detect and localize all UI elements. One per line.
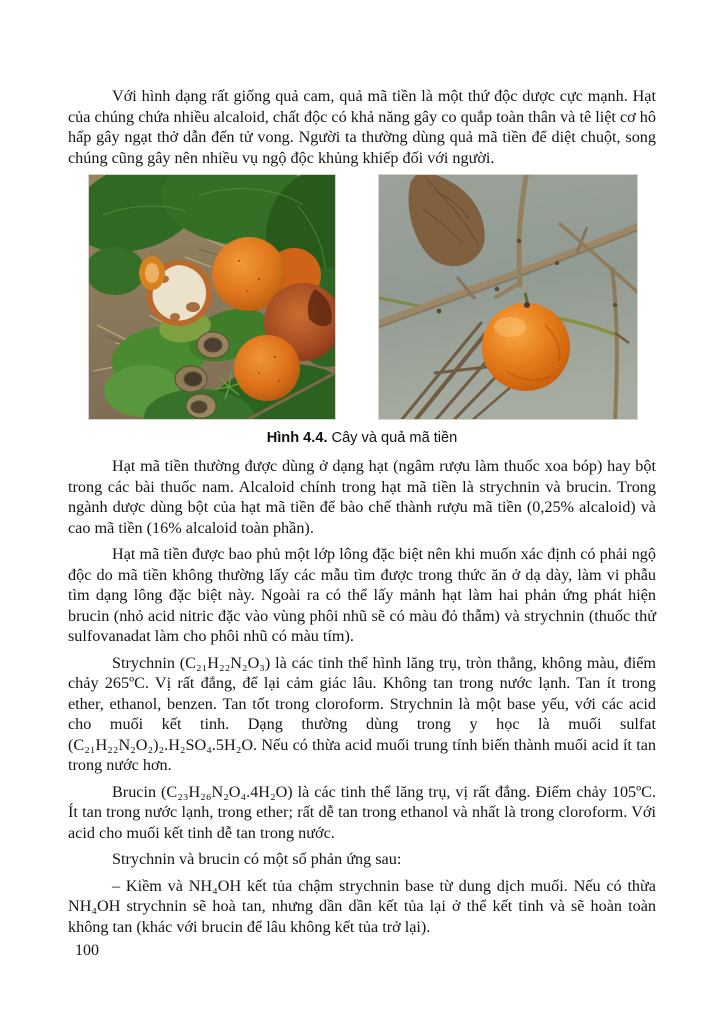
paragraph-reactions-lead: Strychnin và brucin có một số phản ứng sau: xyxy=(112,850,402,868)
figure xyxy=(88,174,656,420)
paragraph-usage: Hạt mã tiền thường được dùng ở dạng hạt (ngâm rượu làm thuốc xoa bóp) hay bột trong các bài thuốc nam. Alcaloid chính trong hạt mã tiền là strychnin và brucin. Trong ngành dược dùng bột của hạt mã tiền để bào chế thành rượu mã tiền (0,25% alcaloid) và cao mã tiền (16% alcaloid toàn phần). xyxy=(68,457,656,537)
photo-fruits-on-ground xyxy=(88,174,336,420)
paragraph-intro: Với hình dạng rất giống quả cam, quả mã tiền là một thứ độc dược cực mạnh. Hạt của chúng chứa nhiều alcaloid, chất độc có khả năng gây co quắp toàn thân và tê liệt cơ hô hấp gây ngạt thở dẫn đến tử vong. Người ta thường dùng quả mã tiền để diệt chuột, song chúng cũng gây nên nhiều vụ ngộ độc khủng khiếp đối với người. xyxy=(68,87,656,167)
paragraph-brucin: Brucin (C₂₃H₂₆N₂O₄.4H₂O) là các tinh thể lăng trụ, vị rất đắng. Điểm chảy 105ºC. Ít tan trong nước lạnh, trong ether; rất dễ tan trong ethanol và nhất là trong cloroform. Với acid cho muối kết tinh dễ tan trong nước. xyxy=(68,782,656,842)
page-number: 100 xyxy=(75,942,99,959)
paragraph-strychnin: Strychnin (C₂₁H₂₂N₂O₃) là các tinh thể hình lăng trụ, tròn thẳng, không màu, điểm chảy 265ºC. Vị rất đắng, để lại cảm giác lâu. Không tan trong nước lạnh. Tan ít trong ether, ethanol, benzen. Tan tốt trong cloroform. Strychnin là một base yếu, với các acid cho muối kết tinh. Dạng thường dùng trong y học là muối sulfat (C₂₁H₂₂N₂O₂)₂.H₂SO₄.5H₂O. Nếu có thừa acid muối trung tính biến thành muối acid ít tan trong nước hơn. xyxy=(68,653,656,774)
paragraph-reaction-item: – Kiềm và NH₄OH kết tủa chậm strychnin base từ dung dịch muối. Nếu có thừa NH₄OH strychnin sẽ hoà tan, nhưng dần dần kết tủa lại ở thể kết tinh và sẽ hoàn toàn không tan (khác với brucin để lâu không kết tủa trở lại). xyxy=(68,876,656,936)
figure-caption xyxy=(68,429,656,447)
figure-caption-text: Cây và quả mã tiền xyxy=(331,430,458,446)
fruit-on-branch-illustration xyxy=(379,175,637,419)
paragraph-identification: Hạt mã tiền được bao phủ một lớp lông đặc biệt nên khi muốn xác định có phải ngộ độc do mã tiền không thường lấy các mẫu tìm được trong thức ăn ở dạ dày, làm vi phẫu tìm dạng lông đặc biệt này. Ngoài ra có thể lấy mảnh hạt làm hai phản ứng phát hiện brucin (nhỏ acid nitric đặc vào vùng phôi nhũ sẽ có màu đỏ thẫm) và strychnin (thuốc thử sulfovanadat làm cho phôi nhũ có màu tím). xyxy=(68,545,656,645)
text-column xyxy=(68,86,656,943)
fruits-on-ground-illustration xyxy=(89,175,335,419)
photo-fruit-on-branch xyxy=(378,174,638,420)
figure-caption-label: Hình 4.4. xyxy=(266,430,328,446)
